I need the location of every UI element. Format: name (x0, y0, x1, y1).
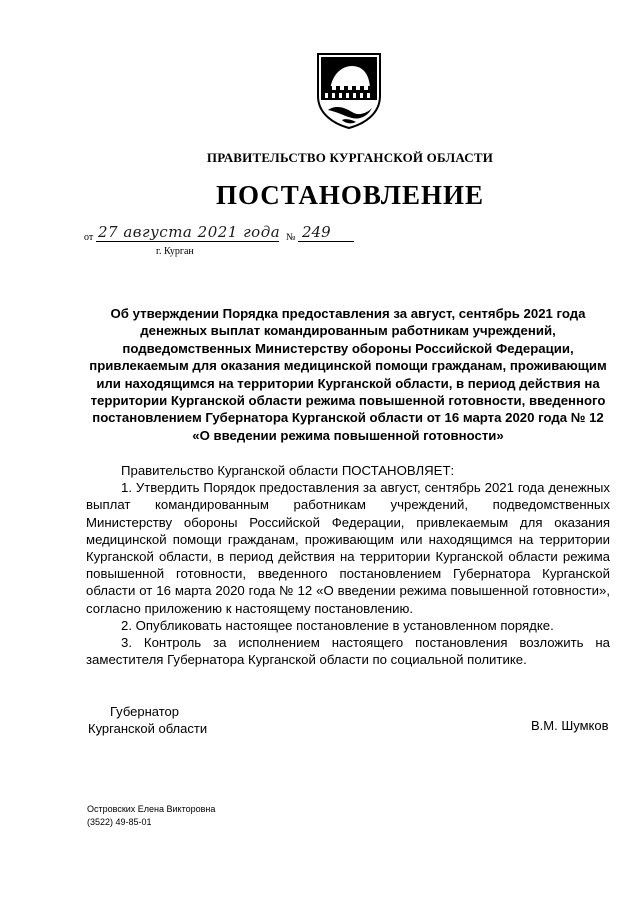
signatory-position (88, 703, 207, 737)
position-line-1: Губернатор (110, 704, 179, 719)
item-1: 1. Утвердить Порядок предоставления за август, сентябрь 2021 года денежных выплат командированным работникам учреждений, подведомственных Министерству обороны Российской Федерации, привлекаемым для оказания медицинской помощи гражданам, проживающим или находящимся на территории Курганской области, в период действия на территории Курганской области режима повышенной готовности, введенного постановлением Губернатора Курганской области от 16 марта 2020 года № 12 «О введении режима повышенной готовности», согласно приложению к настоящему постановлению. (86, 480, 610, 616)
preamble: Правительство Курганской области ПОСТАНОВЛЯЕТ: (121, 463, 455, 478)
number-underline (298, 241, 354, 242)
position-line-2: Курганской области (88, 721, 208, 736)
number-label: № (286, 232, 296, 243)
city: г. Курган (156, 246, 194, 257)
handwritten-number: 249 (302, 223, 331, 241)
date-number-line (84, 225, 384, 265)
executor-contact (87, 803, 215, 829)
organization-name: ПРАВИТЕЛЬСТВО КУРГАНСКОЙ ОБЛАСТИ (206, 150, 494, 165)
item-2: 2. Опубликовать настоящее постановление в установленном порядке. (121, 617, 554, 633)
date-underline (96, 241, 279, 242)
document-title: Об утверждении Порядка предоставления за август, сентябрь 2021 года денежных выплат командированным работникам учреждений, подведомственных Министерству обороны Российской Федерации, привлекаемым для оказания медицинской помощи гражданам, проживающим или находящимся на территории Курганской области, в период действия на территории Курганской области режима повышенной готовности, введенного постановлением Губернатора Курганской области от 16 марта 2020 года № 12 «О введении режима повышенной готовности» (89, 306, 607, 443)
document-type: ПОСТАНОВЛЕНИЕ (215, 180, 485, 210)
document-body (86, 462, 610, 668)
coat-of-arms-icon (312, 50, 386, 130)
from-label: от (84, 232, 94, 243)
signatory-name: В.М. Шумков (531, 718, 609, 733)
executor-name: Островских Елена Викторовна (87, 804, 216, 814)
handwritten-date: 27 августа 2021 года (98, 223, 281, 241)
executor-phone: (3522) 49-85-01 (87, 817, 152, 827)
item-3: 3. Контроль за исполнением настоящего постановления возложить на заместителя Губернатора Курганской области по социальной политике. (86, 635, 610, 668)
